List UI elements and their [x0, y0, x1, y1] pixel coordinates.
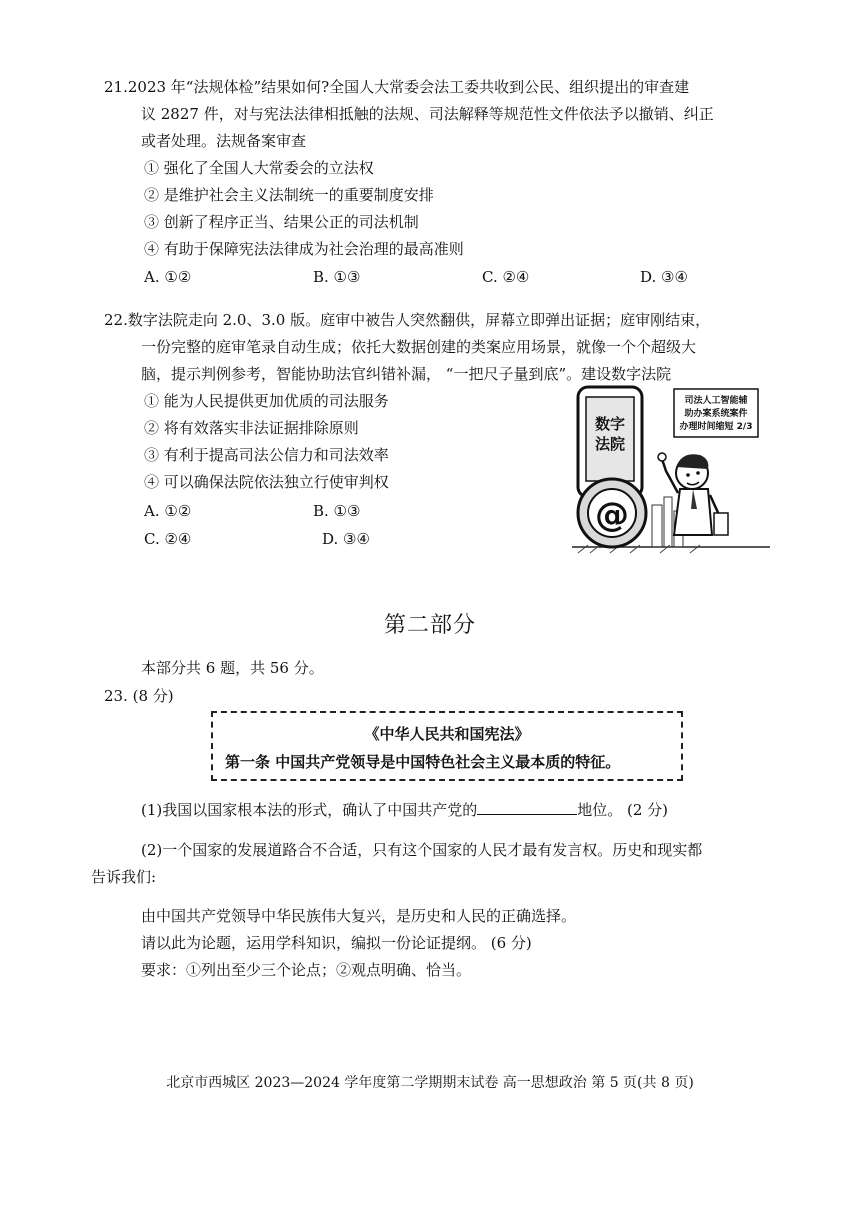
q22-statement-2: ② 将有效落实非法证据排除原则	[144, 419, 359, 437]
q21-option-b: B. ①③	[313, 268, 361, 286]
q23-requirements: 要求：①列出至少三个论点；②观点明确、恰当。	[141, 961, 472, 979]
sign-line-1: 司法人工智能辅	[684, 396, 748, 406]
q21-statement-4: ④ 有助于保障宪法法律成为社会治理的最高准则	[144, 240, 464, 258]
q22-statement-3: ③ 有利于提高司法公信力和司法效率	[144, 446, 389, 464]
q22-statement-4: ④ 可以确保法院依法独立行使审判权	[144, 473, 389, 491]
q23-thesis: 由中国共产党领导中华民族伟大复兴，是历史和人民的正确选择。	[141, 907, 577, 925]
q23-sub1-suffix: 地位。 (2 分)	[577, 801, 669, 819]
q23-sub2-line-1: (2)一个国家的发展道路合不合适，只有这个国家的人民才最有发言权。历史和现实都	[141, 841, 703, 859]
q23-sub1-blank	[477, 800, 577, 815]
q22-stem-line-3: 脑，提示判例参考，智能协助法官纠错补漏， “一把尺子量到底”。建设数字法院	[141, 365, 672, 383]
q21-statement-2: ② 是维护社会主义法制统一的重要制度安排	[144, 186, 434, 204]
q23-header: 23. (8 分)	[104, 687, 174, 705]
q22-stem-line-1: 22.数字法院走向 2.0、3.0 版。庭审中被告人突然翻供，屏幕立即弹出证据；庭审刚结束，	[104, 311, 711, 329]
q21-statement-3: ③ 创新了程序正当、结果公正的司法机制	[144, 213, 419, 231]
constitution-title: 《中华人民共和国宪法》	[364, 725, 530, 743]
at-icon: @	[595, 495, 629, 535]
q22-stem-line-2: 一份完整的庭审笔录自动生成；依托大数据创建的类案应用场景，就像一个个超级大	[141, 338, 697, 356]
digital-court-cartoon	[570, 385, 770, 555]
q21-option-d: D. ③④	[640, 268, 688, 286]
q23-sub1	[141, 799, 668, 821]
q22-option-d: D. ③④	[322, 530, 370, 548]
q21-option-a: A. ①②	[144, 268, 192, 286]
q23-task: 请以此为论题，运用学科知识，编拟一份论证提纲。 (6 分)	[141, 934, 532, 952]
part2-title: 第二部分	[383, 613, 476, 638]
q22-option-b: B. ①③	[313, 502, 361, 520]
q22-statement-1: ① 能为人民提供更加优质的司法服务	[144, 392, 389, 410]
sign-line-2: 助办案系统案件	[684, 409, 748, 419]
constitution-article-1: 第一条 中国共产党领导是中国特色社会主义最本质的特征。	[225, 753, 621, 771]
q22-option-a: A. ①②	[144, 502, 192, 520]
q21-stem-line-2: 议 2827 件，对与宪法法律相抵触的法规、司法解释等规范性文件依法予以撤销、纠正	[141, 105, 714, 123]
phone-text-2: 法院	[594, 435, 626, 453]
q23-sub2-line-2: 告诉我们:	[91, 868, 157, 886]
page-footer: 北京市西城区 2023—2024 学年度第二学期期末试卷 高一思想政治 第 5 页(共 8 页)	[166, 1075, 694, 1091]
q22-option-c: C. ②④	[144, 530, 192, 548]
q23-sub1-prefix: (1)我国以国家根本法的形式，确认了中国共产党的	[141, 801, 478, 819]
q21-stem-line-1: 21.2023 年“法规体检”结果如何?全国人大常委会法工委共收到公民、组织提出的审查建	[104, 78, 690, 96]
phone-text-1: 数字	[594, 415, 626, 433]
part2-intro: 本部分共 6 题，共 56 分。	[141, 659, 324, 677]
sign-line-3: 办理时间缩短 2/3	[679, 422, 753, 432]
constitution-quote-box	[211, 711, 683, 781]
q21-option-c: C. ②④	[482, 268, 530, 286]
q21-statement-1: ① 强化了全国人大常委会的立法权	[144, 159, 374, 177]
q21-stem-line-3: 或者处理。法规备案审查	[141, 132, 307, 150]
